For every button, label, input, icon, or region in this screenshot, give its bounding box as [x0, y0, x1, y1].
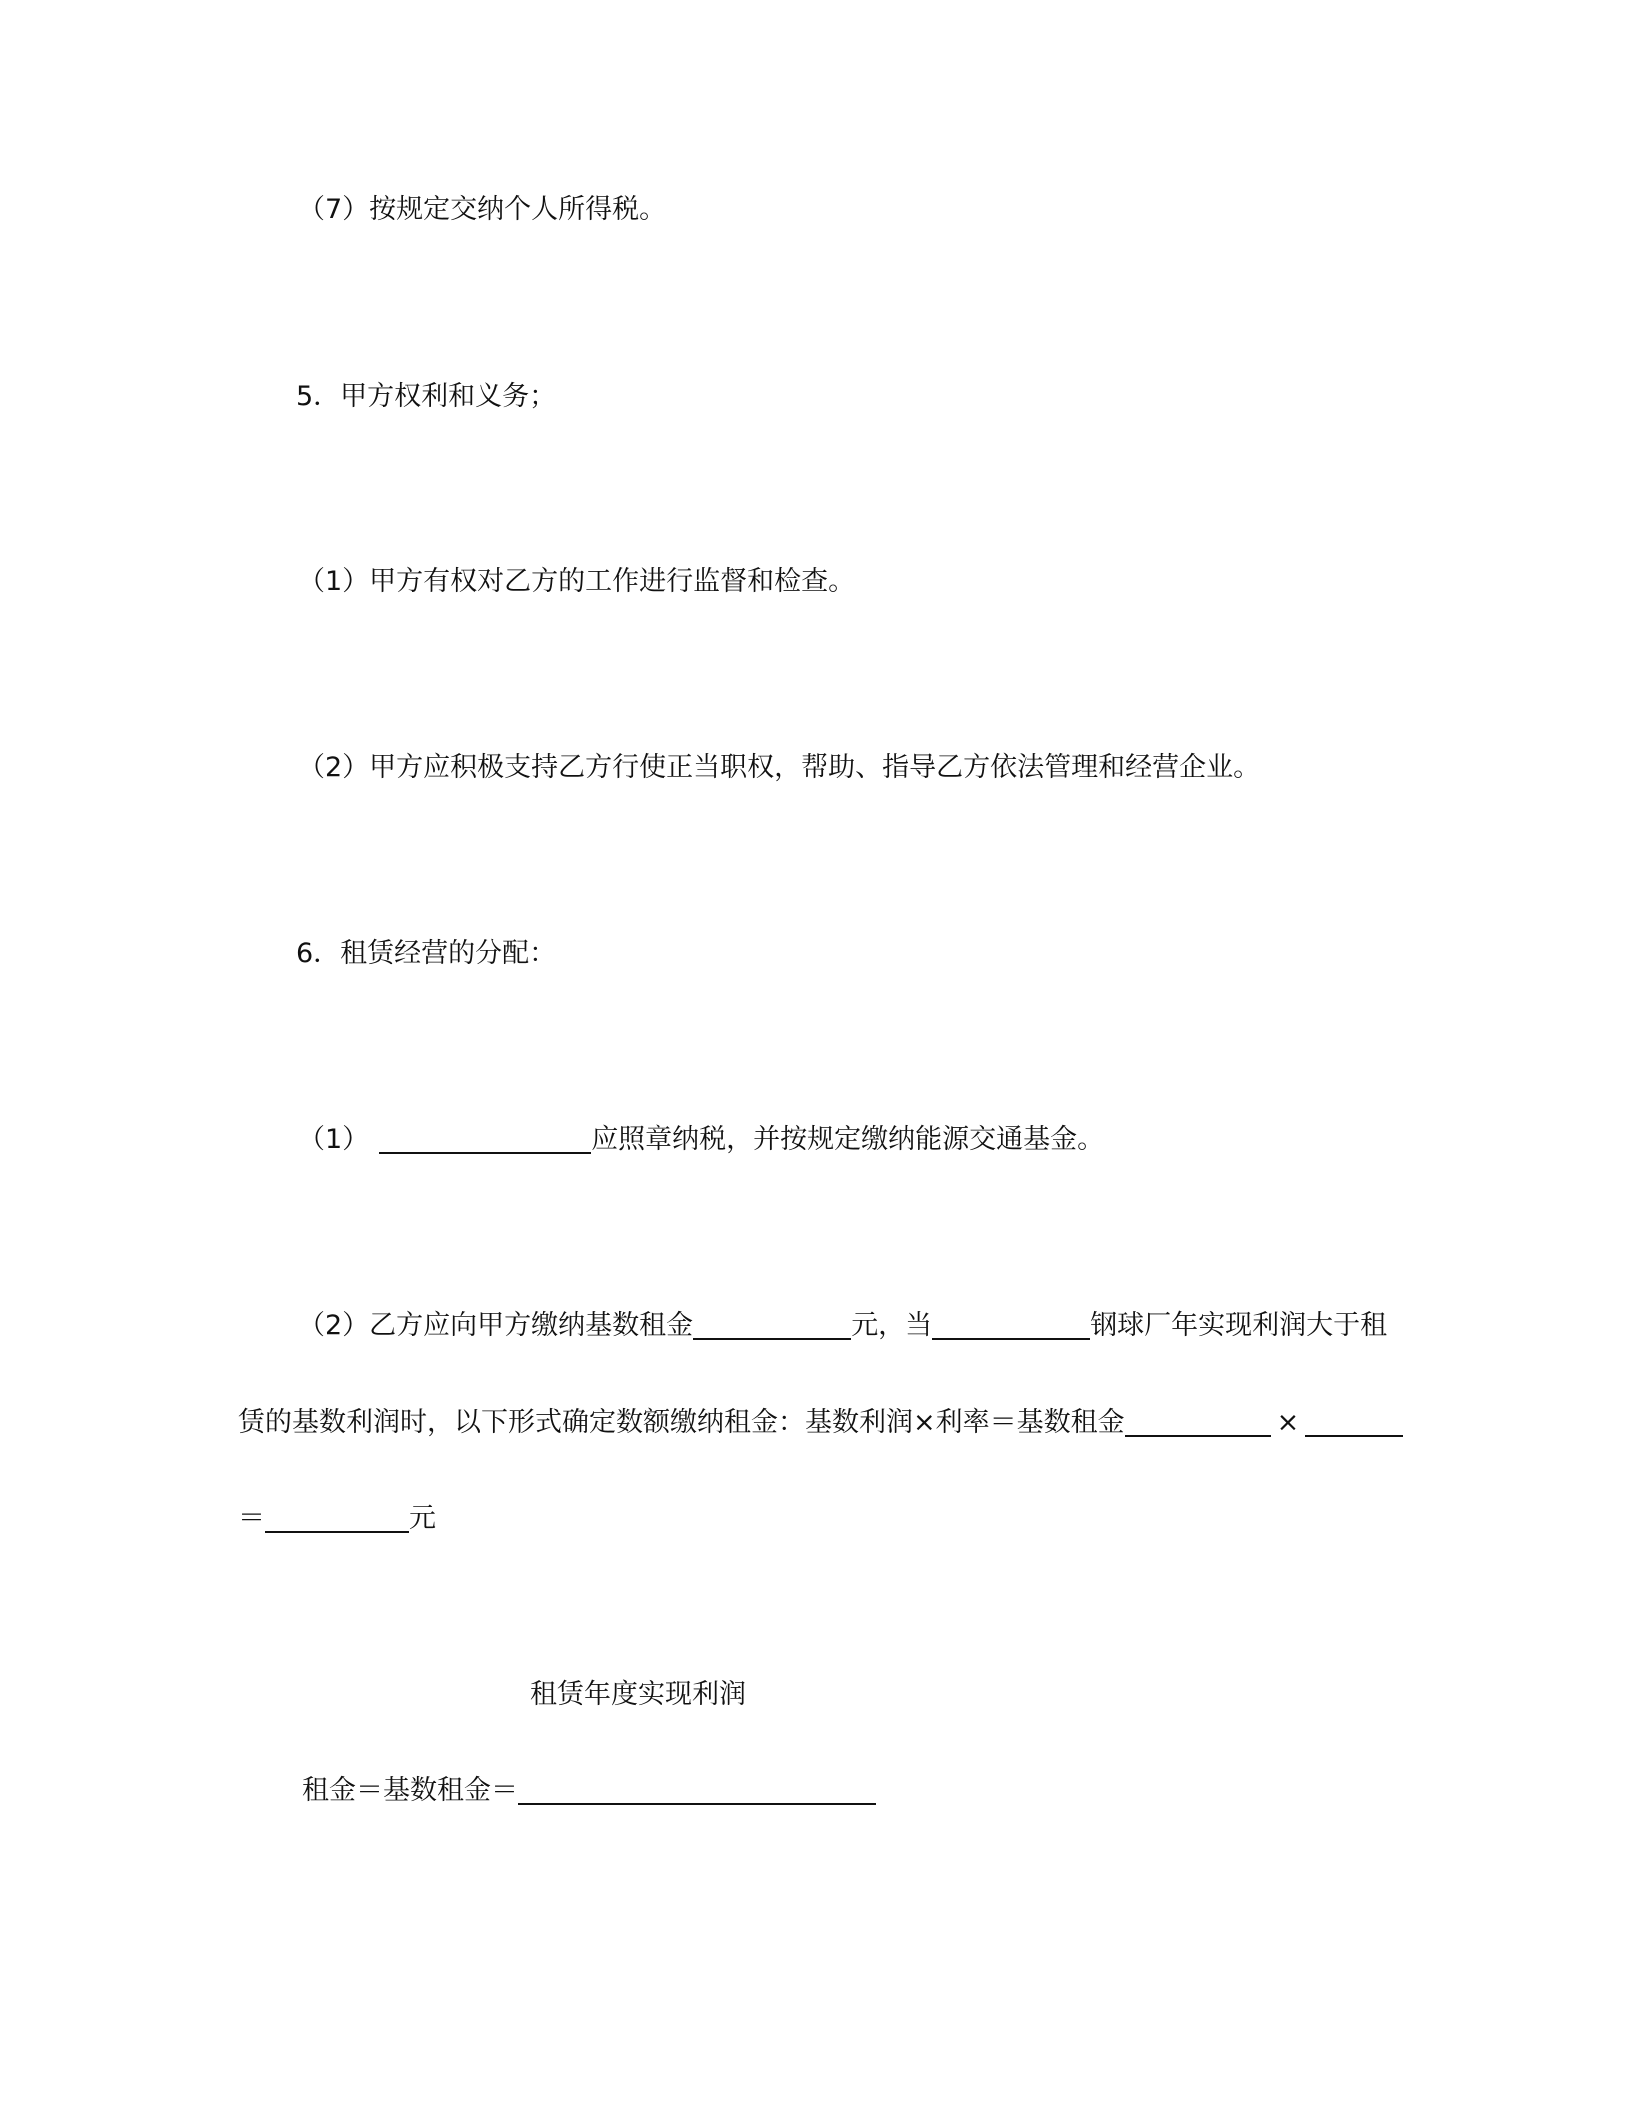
blank-result-amount[interactable]: [265, 1501, 409, 1533]
equals-sign: ＝: [238, 1503, 265, 1534]
blank-rent-formula[interactable]: [518, 1773, 876, 1805]
clause-6-2-line-1: [298, 1306, 1387, 1346]
blank-base-rent-amount[interactable]: [693, 1308, 851, 1340]
clause-6-2-line-2: [238, 1403, 1403, 1443]
clause-5-1-supervision: （1）甲方有权对乙方的工作进行监督和检查。: [298, 566, 856, 597]
clause-6-1-prefix: （1）: [298, 1124, 370, 1155]
blank-taxpayer-field[interactable]: [379, 1122, 591, 1154]
times-sign: ×: [1276, 1407, 1300, 1438]
clause-6-2-part-c: 钢球厂年实现利润大于租: [1090, 1310, 1388, 1341]
formula-rent-label: 租金＝基数租金＝: [302, 1775, 518, 1806]
clause-6-1-suffix: 应照章纳税，并按规定缴纳能源交通基金。: [591, 1124, 1105, 1155]
clause-7-personal-income-tax: （7）按规定交纳个人所得税。: [298, 194, 667, 225]
formula-annual-profit-label: 租赁年度实现利润: [530, 1679, 746, 1710]
clause-5-2-support: （2）甲方应积极支持乙方行使正当职权，帮助、指导乙方依法管理和经营企业。: [298, 752, 1261, 783]
blank-base-profit[interactable]: [1125, 1405, 1271, 1437]
yuan-unit: 元: [409, 1503, 436, 1534]
section-6-heading: 6．租赁经营的分配：: [296, 938, 557, 969]
clause-6-2-part-d: 赁的基数利润时，以下形式确定数额缴纳租金：基数利润×利率＝基数租金: [238, 1407, 1125, 1438]
formula-rent-line: [302, 1771, 876, 1811]
clause-6-2-line-3: [238, 1499, 436, 1539]
section-5-heading: 5．甲方权利和义务；: [296, 381, 557, 412]
blank-rate[interactable]: [1305, 1405, 1403, 1437]
clause-6-2-part-a: （2）乙方应向甲方缴纳基数租金: [298, 1310, 694, 1341]
blank-factory-name[interactable]: [932, 1308, 1090, 1340]
clause-6-2-part-b: 元，当: [851, 1310, 933, 1341]
clause-6-1-tax: [298, 1120, 1104, 1160]
